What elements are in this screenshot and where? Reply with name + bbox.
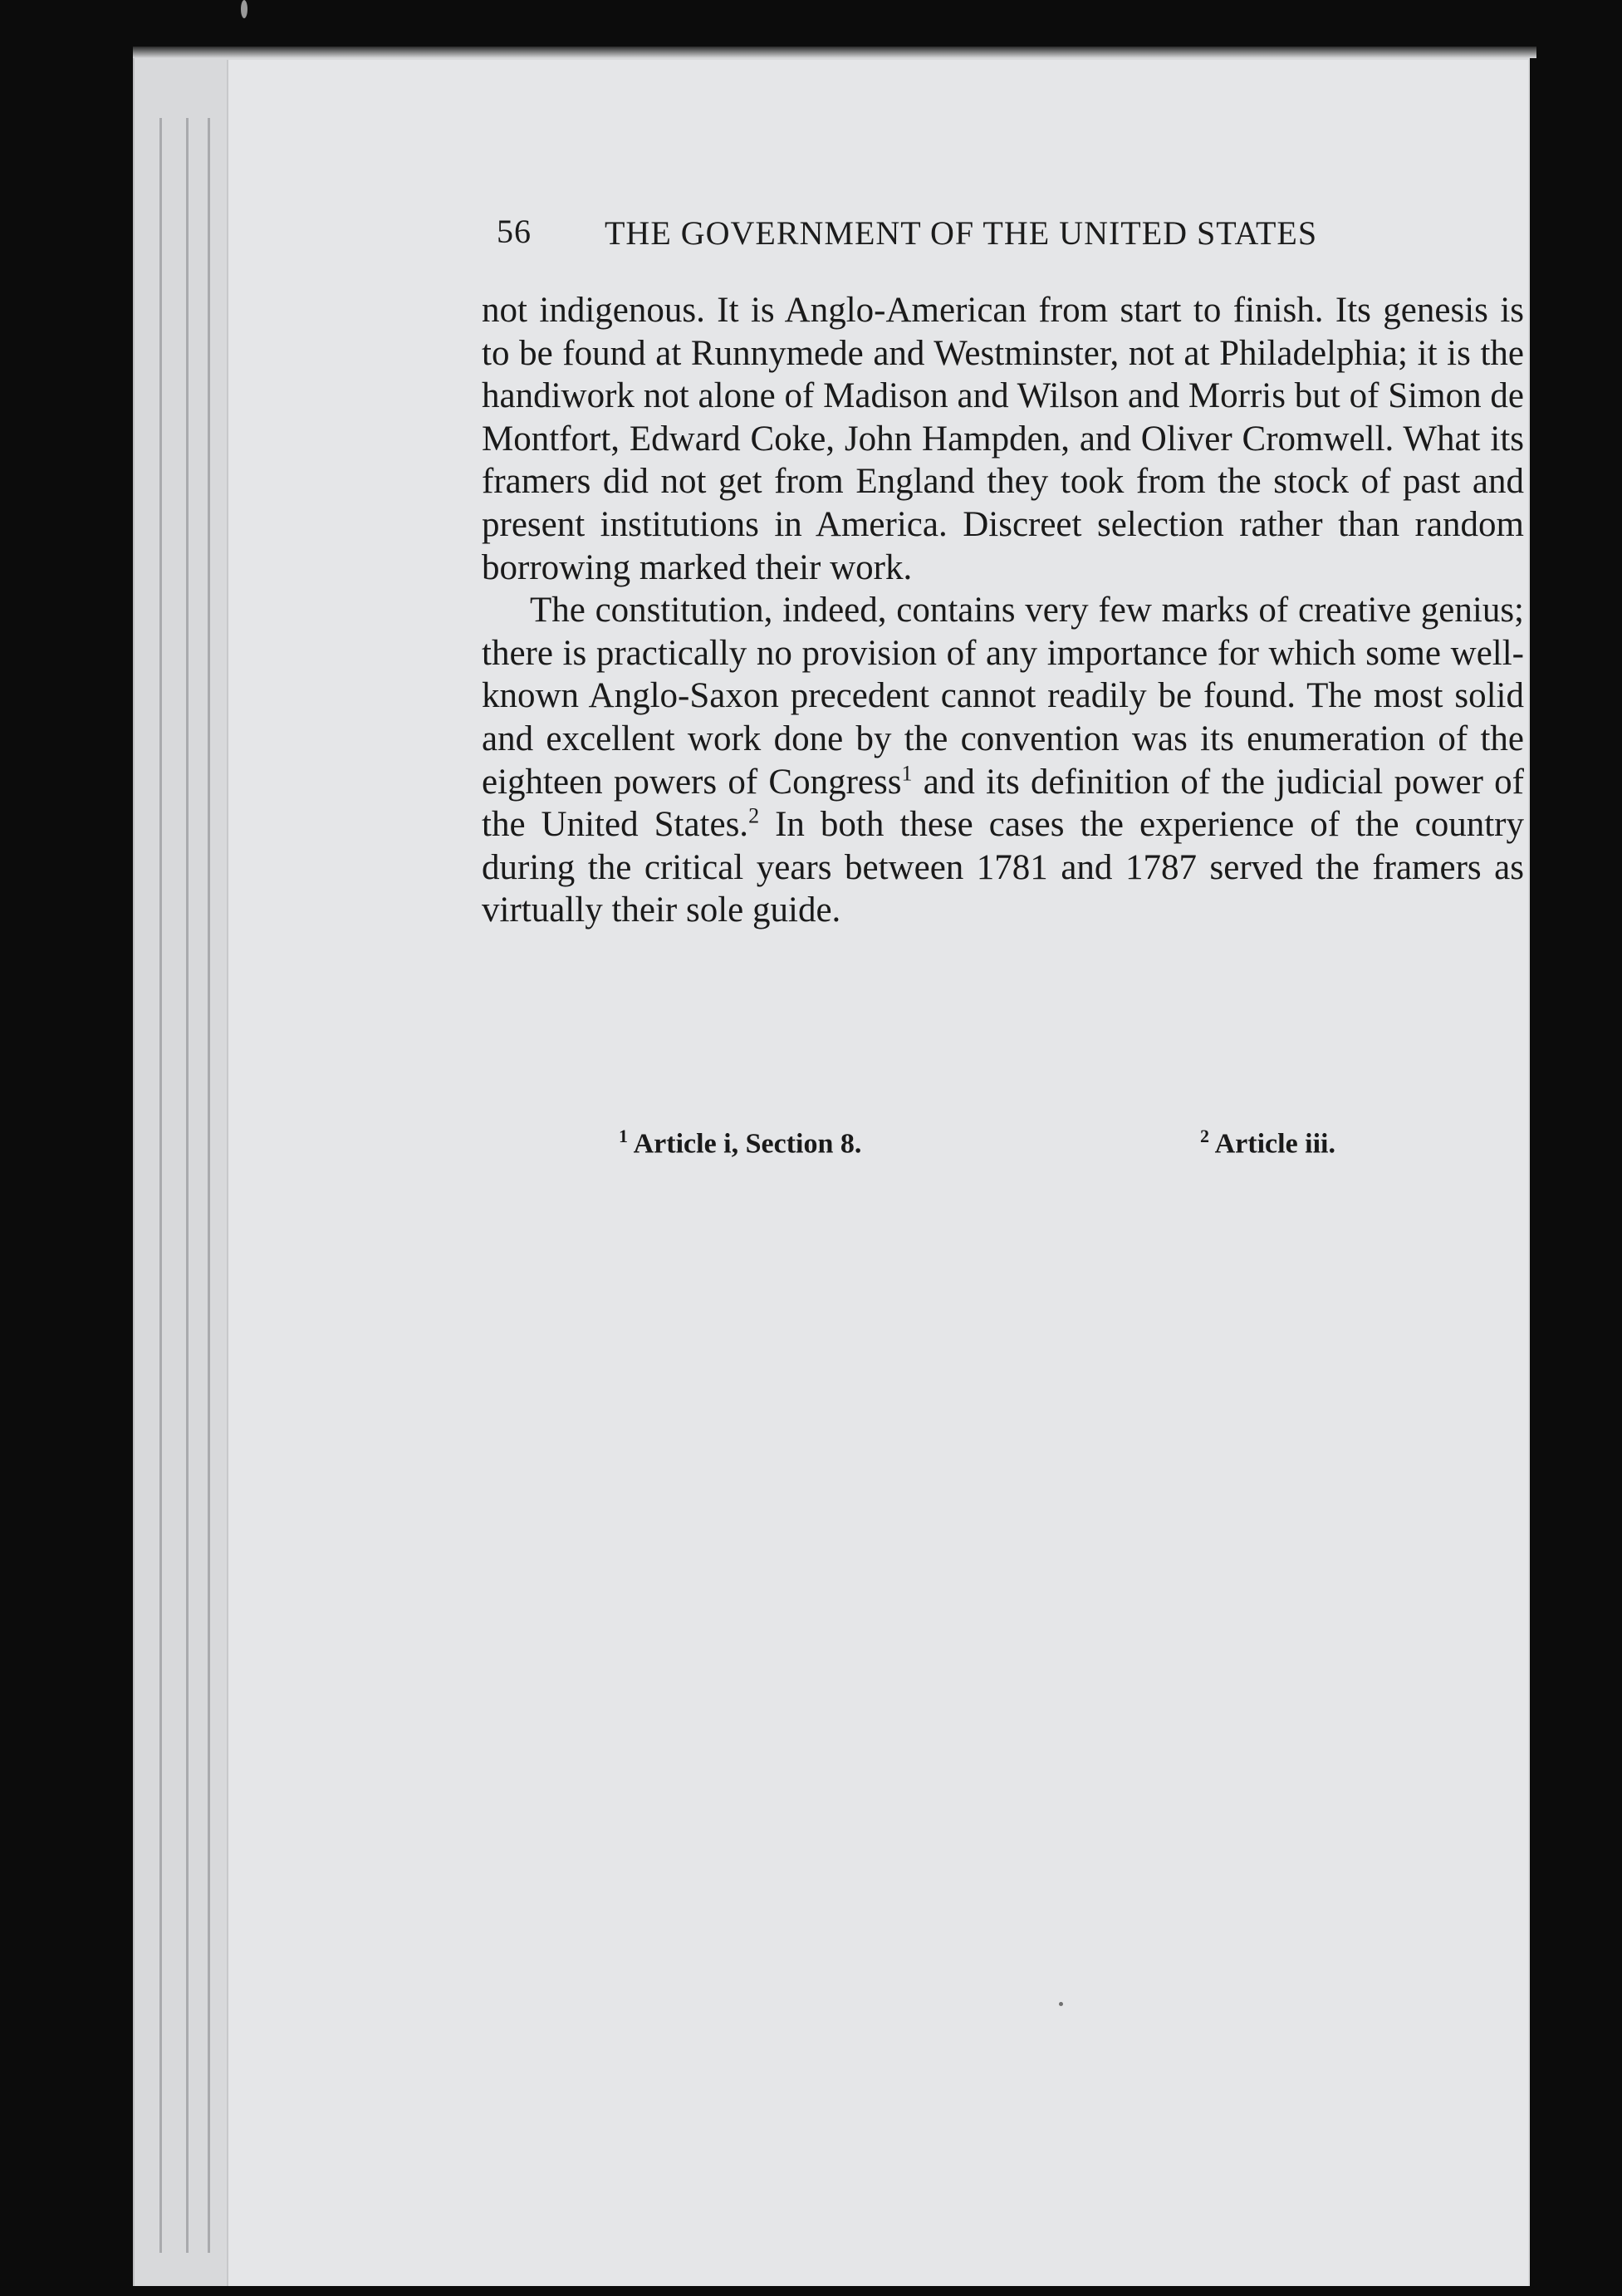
page-edge-line [208,118,210,2253]
footnote-marker: 2 [1200,1126,1209,1146]
page-edge-line [186,118,189,2253]
running-header [497,212,1419,262]
footnote [619,1126,861,1160]
paragraph: not indigenous. It is Anglo-American from start to finish. Its genesis is to be found at Runnymede and Westminster, not at Philadelphia; it is the handiwork not alone of Madison and Wilson and Morris but of Simon de Montfort, Edward Coke, John Hampden, and Oliver Cromwell. What its framers did not get from England they took from the stock of past and present institutions in America. Discreet selection rather than random borrowing marked their work. [482,291,1524,587]
paper-speck [1059,2002,1063,2006]
footnote-text: Article i, Section 8. [633,1128,862,1160]
footnote-reference: 1 [901,761,913,786]
page-edge-line [159,118,162,2253]
paragraph [482,589,1524,932]
footnote-text: Article iii. [1214,1128,1336,1160]
footnote-marker: 1 [619,1126,628,1146]
page-number: 56 [497,213,532,250]
footnote-reference: 2 [748,803,760,828]
footnote [1200,1126,1335,1160]
paragraph-text: In both these cases the experience of the country during the critical years between 1781 and 1787 served the framers as virtually their sole guide. [482,805,1524,930]
scan-mark [241,0,247,18]
footnotes [619,1126,1391,1165]
running-title: THE GOVERNMENT OF THE UNITED STATES [605,214,1318,252]
page-top-shadow [133,47,1536,58]
paragraph-text: The constitution, indeed, contains very few marks of creative genius; there is practically no provision of any importance for which some well-known Anglo-Saxon precedent cannot readily be found. The most solid and excellent work done by the convention was its enumeration of the eighteen powers of Congress [482,591,1524,802]
body-text [482,289,1524,932]
paragraph-text: and its definition of the judicial power of the United States. [482,762,1524,845]
